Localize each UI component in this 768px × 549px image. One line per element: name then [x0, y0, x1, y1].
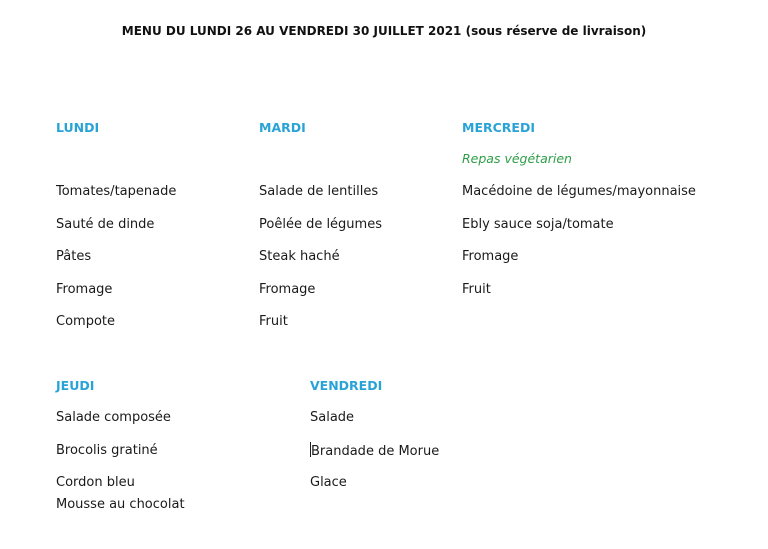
menu-item: [310, 442, 439, 475]
menu-item: Compote: [56, 314, 115, 329]
day-lundi: [56, 119, 177, 329]
menu-item: Pâtes: [56, 249, 92, 264]
menu-item: Ebly sauce soja/tomate: [462, 216, 614, 232]
vegetarian-note: Repas végétarien: [462, 151, 572, 166]
day-mardi: [259, 119, 382, 329]
menu-list-jeudi: [56, 409, 185, 528]
menu-item: Poêlée de légumes: [259, 216, 382, 232]
day-jeudi: [56, 377, 185, 512]
menu-item: Fromage: [56, 281, 113, 297]
menu-item: Mousse au chocolat: [56, 496, 185, 512]
menu-item: Tomates/tapenade: [56, 184, 177, 199]
page-title: MENU DU LUNDI 26 AU VENDREDI 30 JUILLET 2021 (sous réserve de livraison): [121, 24, 647, 38]
menu-list-lundi: [56, 183, 176, 346]
menu-item: Fromage: [259, 281, 316, 297]
day-heading-lundi: LUNDI: [56, 120, 100, 135]
menu-item: Glace: [310, 475, 347, 490]
menu-item: Fruit: [462, 281, 491, 297]
menu-list-mardi: [259, 183, 382, 346]
menu-item: Fromage: [462, 249, 519, 264]
day-vendredi: [310, 377, 440, 490]
menu-item: Salade: [310, 410, 355, 425]
menu-item: Steak haché: [259, 249, 340, 264]
menu-item: Fruit: [259, 314, 288, 329]
menu-list-vendredi: [310, 409, 439, 507]
menu-item: Brocolis gratiné: [56, 442, 158, 458]
day-heading-jeudi: JEUDI: [56, 378, 95, 393]
day-heading-mercredi: MERCREDI: [462, 120, 535, 135]
menu-item: Salade composée: [56, 410, 171, 425]
menu-item: Cordon bleu: [56, 475, 135, 490]
menu-item: Sauté de dinde: [56, 216, 155, 232]
menu-item: Salade de lentilles: [259, 184, 379, 199]
day-heading-mardi: MARDI: [259, 120, 306, 135]
menu-item: Macédoine de légumes/mayonnaise: [462, 184, 696, 199]
day-heading-vendredi: VENDREDI: [310, 378, 383, 393]
menu-item-text: Brandade de Morue: [311, 443, 440, 459]
menu-list-mercredi: [462, 183, 696, 313]
day-mercredi: [462, 119, 696, 297]
